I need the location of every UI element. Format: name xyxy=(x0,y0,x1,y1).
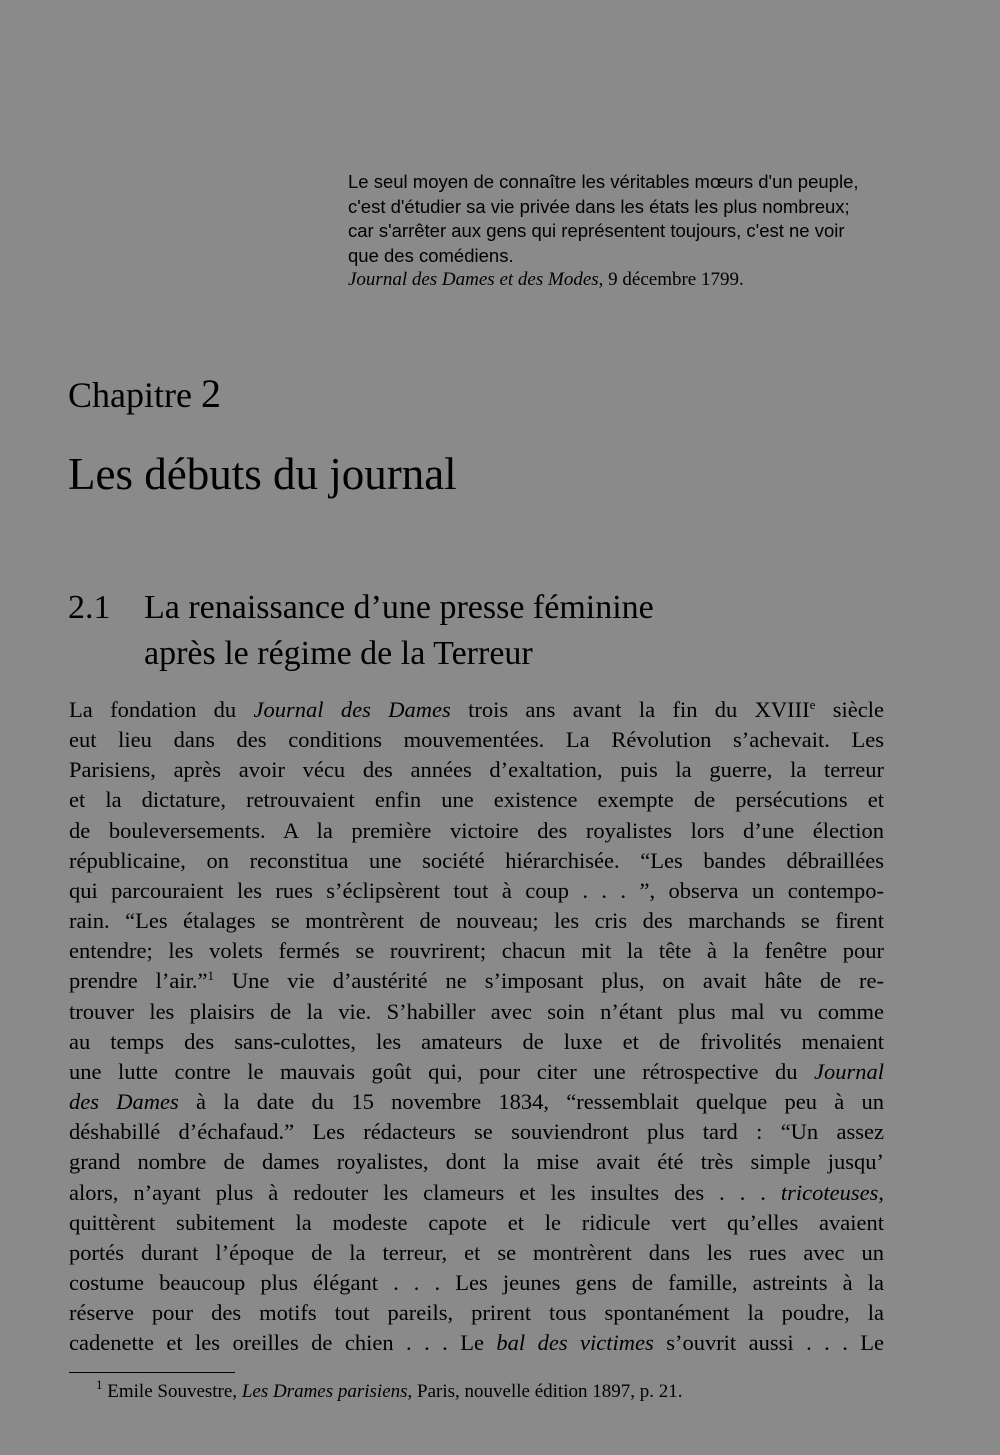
section-number: 2.1 xyxy=(68,589,111,626)
body-line: et la dictature, retrouvaient enfin une existence exempte de persécutions et xyxy=(69,787,884,813)
body-line: rain. “Les étalages se montrèrent de nouveau; les cris des marchands se firent xyxy=(69,908,884,934)
body-line: qui parcouraient les rues s’éclipsèrent tout à coup . . . ”, observa un contempo- xyxy=(69,877,884,903)
body-line xyxy=(69,1328,884,1358)
body-line: eut lieu dans des conditions mouvementées. La Révolution s’achevait. Les xyxy=(69,727,884,753)
chapter-word: Chapitre xyxy=(68,375,192,415)
text-run: cadenette et les oreilles de chien . . . Le xyxy=(69,1330,497,1356)
text-run: trois ans avant la fin du XVIII xyxy=(450,697,810,722)
body-line: républicaine, on reconstitua une société hiérarchisée. “Les bandes débraillées xyxy=(69,847,884,873)
footnote-rest: , Paris, nouvelle édition 1897, p. 21. xyxy=(407,1381,683,1402)
text-run: s’ouvrit aussi . . . Le xyxy=(653,1330,885,1356)
text-run: prendre l’air.” xyxy=(69,968,208,994)
epigraph-line: car s'arrêter aux gens qui représentent toujours, c'est ne voir xyxy=(348,220,845,241)
body-line xyxy=(69,966,884,996)
italic-term: bal des victimes xyxy=(496,1330,654,1356)
superscript: e xyxy=(809,697,816,712)
text-run: La fondation du xyxy=(69,697,254,722)
footnote xyxy=(96,1379,683,1405)
journal-title-italic: Journal xyxy=(814,1058,884,1084)
text-run: alors, n’ayant plus à redouter les clameurs et les insultes des . . . xyxy=(69,1179,781,1205)
body-line xyxy=(69,1057,884,1087)
body-line xyxy=(69,1178,884,1208)
epigraph-source-date: , 9 décembre 1799. xyxy=(598,269,744,290)
body-line: réserve pour des motifs tout pareils, prirent tous spontanément la poudre, la xyxy=(69,1300,884,1326)
body-line xyxy=(69,1087,884,1117)
italic-term: tricoteuses xyxy=(780,1179,879,1205)
footnote-author: Emile Souvestre, xyxy=(102,1381,242,1402)
epigraph-line: c'est d'étudier sa vie privée dans les états les plus nombreux; xyxy=(348,195,850,217)
section-heading xyxy=(68,585,654,677)
footnote-marker: 1 xyxy=(96,1377,103,1392)
body-paragraph xyxy=(69,695,884,1358)
chapter-title: Les débuts du journal xyxy=(68,449,457,499)
chapter-label xyxy=(68,370,221,417)
body-line: Parisiens, après avoir vécu des années d’exaltation, puis la guerre, la terreur xyxy=(69,757,884,783)
body-line: portés durant l’époque de la terreur, et se montrèrent dans les rues avec un xyxy=(69,1239,884,1265)
epigraph-line: Le seul moyen de connaître les véritables mœurs d'un peuple, xyxy=(348,171,859,192)
section-title-line2: après le régime de la Terreur xyxy=(144,635,533,672)
body-line: déshabillé d’échafaud.” Les rédacteurs se souviendront plus tard : “Un assez xyxy=(69,1119,884,1145)
body-line: costume beaucoup plus élégant . . . Les jeunes gens de famille, astreints à la xyxy=(69,1269,884,1295)
epigraph-source xyxy=(348,268,908,293)
text-run: siècle xyxy=(815,697,884,722)
text-run: une lutte contre le mauvais goût qui, pour citer une rétrospective du xyxy=(69,1058,814,1084)
epigraph-line: que des comédiens. xyxy=(348,244,514,266)
chapter-number: 2 xyxy=(200,371,221,416)
epigraph-source-title: Journal des Dames et des Modes xyxy=(348,269,599,290)
text-run: Une vie d’austérité ne s’imposant plus, on avait hâte de re- xyxy=(213,968,884,994)
journal-title-italic: des Dames xyxy=(69,1089,179,1115)
body-line: entendre; les volets fermés se rouvrirent; chacun mit la tête à la fenêtre pour xyxy=(69,938,884,964)
journal-title-italic: Journal des Dames xyxy=(253,697,451,722)
body-line: grand nombre de dames royalistes, dont la mise avait été très simple jusqu’ xyxy=(69,1149,884,1175)
body-line: au temps des sans-culottes, les amateurs de luxe et de frivolités menaient xyxy=(69,1028,884,1054)
body-line: trouver les plaisirs de la vie. S’habiller avec soin n’étant plus mal vu comme xyxy=(69,998,884,1024)
footnote-ref: 1 xyxy=(207,968,214,984)
section-title-line1: La renaissance d’une presse féminine xyxy=(144,589,654,626)
body-line: quittèrent subitement la modeste capote et le ridicule vert qu’elles avaient xyxy=(69,1209,884,1235)
footnote-rule xyxy=(69,1372,235,1373)
body-line: de bouleversements. A la première victoire des royalistes lors d’une élection xyxy=(69,817,884,843)
text-run: à la date du 15 novembre 1834, “ressemblait quelque peu à un xyxy=(178,1089,884,1115)
text-run: , xyxy=(878,1179,884,1205)
body-line xyxy=(69,695,884,725)
epigraph xyxy=(348,170,908,293)
footnote-title: Les Drames parisiens xyxy=(241,1381,408,1402)
